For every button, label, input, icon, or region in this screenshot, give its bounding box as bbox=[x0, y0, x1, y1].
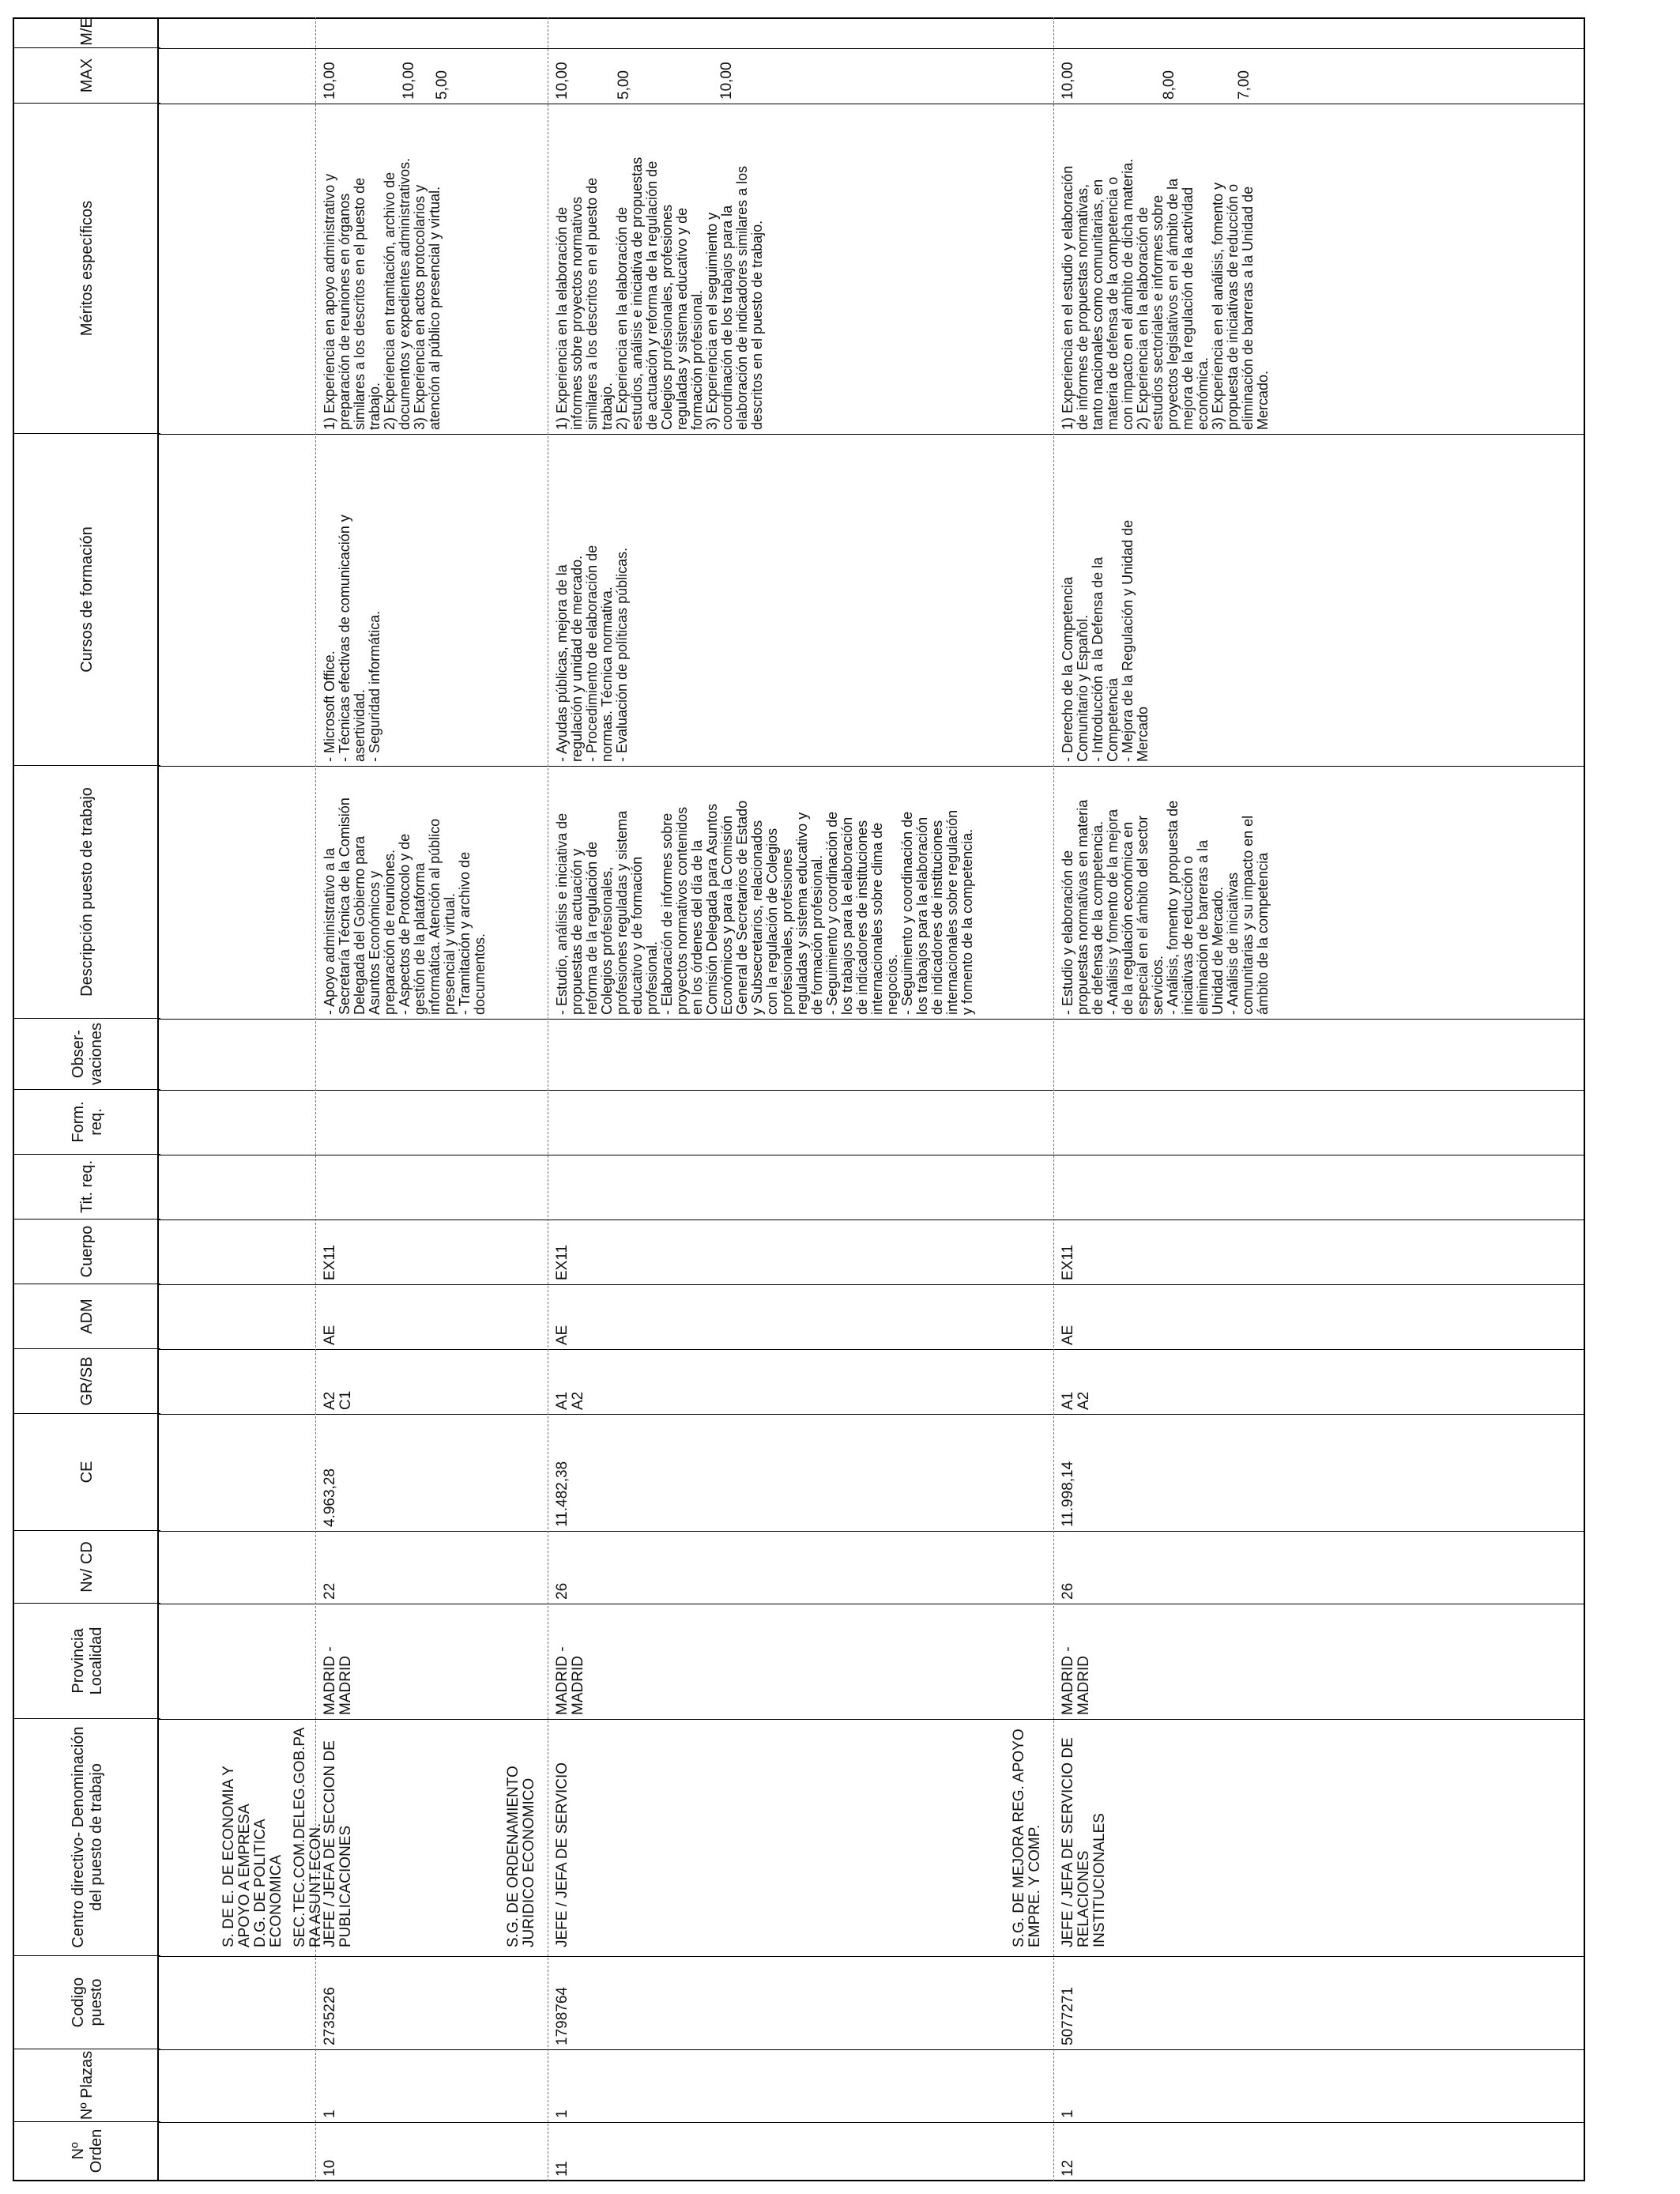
row12-unit: S.G. DE MEJORA REG. APOYO EMPRE. Y COMP. bbox=[1011, 1728, 1043, 1947]
header-tit: Tit. req. bbox=[14, 1154, 160, 1219]
row12-orden: 12 bbox=[1060, 2159, 1076, 2177]
row10-max-3: 5,00 bbox=[434, 70, 450, 100]
row11-ce: 11.482,38 bbox=[554, 1461, 571, 1527]
header-obs: Obser- vaciones bbox=[14, 1018, 160, 1089]
row11-meritos: 1) Experiencia en la elaboración de informes sobre proyectos normativos similares a los descritos en el puesto de trabajo. 2) Experiencia en la elaboración de estudios, análisis e iniciativa de propuestas de actuación y reforma de la regulación de Colegios profesionales, profesiones reguladas y sistema educativo y de formación profesional. 3) Experiencia en el seguimiento y coordinación de los trabajos para la elaboración de indicadores similares a los descritos en el puesto de trabajo. bbox=[554, 156, 765, 430]
header-cuerpo: Cuerpo bbox=[14, 1219, 160, 1284]
row11-puesto: JEFE / JEFA DE SERVICIO bbox=[554, 1762, 571, 1947]
row10-plazas: 1 bbox=[322, 2109, 338, 2118]
row10-cuerpo: EX11 bbox=[322, 1244, 338, 1280]
row11-max-2: 5,00 bbox=[616, 70, 632, 100]
row12-ce: 11.998,14 bbox=[1060, 1461, 1076, 1527]
row11-orden: 11 bbox=[554, 2161, 571, 2177]
row10-ce: 4.963,28 bbox=[322, 1468, 338, 1527]
row11-unit: S.G. DE ORDENAMIENTO JURIDICO ECONOMICO bbox=[505, 1766, 537, 1947]
header-cursos: Cursos de formación bbox=[14, 433, 160, 765]
row12-provincia: MADRID - MADRID bbox=[1060, 1646, 1092, 1715]
row10-cursos: - Microsoft Office. - Técnicas efectivas de comunicación y asertividad. - Seguridad informática. bbox=[322, 515, 382, 762]
row11-adm: AE bbox=[554, 1325, 571, 1345]
row10-unit: SEC.TEC.COM.DELEG.GOB.PA RA ASUNT.ECON. bbox=[292, 1727, 324, 1947]
row10-meritos: 1) Experiencia en apoyo administrativo y preparación de reuniones en órganos similares a los descritos en el puesto de trabajo. 2) Experiencia en tramitación, archivo de documentos y expedientes administrativos. 3) Experiencia en actos protocolarios y atención al público presencial y virtual. bbox=[322, 157, 443, 430]
table-header bbox=[13, 17, 159, 2181]
row10-nivel: 22 bbox=[322, 1582, 338, 1600]
row11-cuerpo: EX11 bbox=[554, 1244, 571, 1280]
header-grsb: GR/SB bbox=[14, 1348, 160, 1413]
header-descripcion: Descripción puesto de trabajo bbox=[14, 765, 160, 1018]
row12-puesto: JEFE / JEFA DE SERVICIO DE RELACIONES INSTITUCIONALES bbox=[1060, 1737, 1108, 1947]
row12-cuerpo: EX11 bbox=[1060, 1244, 1076, 1280]
row12-max-1: 10,00 bbox=[1060, 62, 1076, 100]
row11-codigo: 1798764 bbox=[554, 1987, 571, 2045]
row10-codigo: 2735226 bbox=[322, 1987, 338, 2045]
header-codigo: Codigo puesto bbox=[14, 1955, 160, 2049]
header-provincia: Provincia Localidad bbox=[14, 1603, 160, 1718]
row12-nivel: 26 bbox=[1060, 1582, 1076, 1600]
row11-max-3: 10,00 bbox=[718, 62, 735, 100]
row11-plazas: 1 bbox=[554, 2109, 571, 2118]
row11-descripcion: - Estudio, análisis e iniciativa de propuestas de actuación y reforma de la regulación de Colegios profesionales, profesiones reguladas y sistema educativo y de formación profesional. - Elaboración de informes sobre proyectos normativos contenidos en los órdenes del día de la Comisión Delegada para Asuntos Económicos y para la Comisión General de Secretarios de Estado y Subsecretarios, relacionados con la regulación de Colegios profesionales, profesiones reguladas y sistema educativo y de formación profesional. - Seguimiento y coordinación de los trabajos para la elaboración de indicadores de instituciones internacionales sobre clima de negocios. - Seguimiento y coordinación de los trabajos para la elaboración de indicadores de instituciones internacionales sobre regulación y fomento de la competencia. bbox=[554, 800, 975, 1015]
row10-max-2: 10,00 bbox=[401, 62, 417, 100]
row10-puesto: JEFE / JEFA DE SECCION DE PUBLICACIONES bbox=[322, 1740, 354, 1947]
positions-table bbox=[13, 17, 1585, 2181]
row12-adm: AE bbox=[1060, 1325, 1076, 1345]
row10-orden: 10 bbox=[322, 2159, 338, 2177]
row11-nivel: 26 bbox=[554, 1582, 571, 1600]
row12-cursos: - Derecho de la Competencia Comunitario y Español. - Introducción a la Defensa de la Competencia - Mejora de la Regulación y Unidad de Mercado bbox=[1060, 519, 1151, 762]
row11-cursos: - Ayudas públicas, mejora de la regulación y unidad de mercado. - Procedimiento de elaboración de normas. Técnica normativa. - Evaluación de políticas públicas. bbox=[554, 545, 630, 762]
row10-descripcion: - Apoyo administrativo a la Secretaría Técnica de la Comisión Delegada del Gobierno para Asuntos Económicos y preparación de reuniones. - Aspectos de Protocolo y de gestión de la plataforma informática. Atención al público presencial y virtual. - Tramitación y archivo de documentos. bbox=[322, 797, 488, 1015]
row11-provincia: MADRID - MADRID bbox=[554, 1646, 586, 1715]
row12-max-3: 7,00 bbox=[1236, 70, 1252, 100]
header-meritos: Méritos específicos bbox=[14, 103, 160, 433]
row11-grsb: A1 A2 bbox=[554, 1391, 586, 1410]
row10-adm: AE bbox=[322, 1325, 338, 1345]
header-ce: CE bbox=[14, 1413, 160, 1530]
header-nivel: Nv/ CD bbox=[14, 1530, 160, 1603]
header-centro: Centro directivo- Denominación del puesto de trabajo bbox=[14, 1718, 160, 1955]
row11-max-1: 10,00 bbox=[554, 62, 571, 100]
rotated-page bbox=[0, 5, 1680, 2194]
header-plazas: Nº Plazas bbox=[14, 2049, 160, 2121]
row12-descripcion: - Estudio y elaboración de propuestas normativas en materia de defensa de la competencia. - Análisis y fomento de la mejora de la regulación económica en especial en el ámbito del sector servicios. - Análisis, fomento y propuesta de iniciativas de reducción o eliminación de barreras a la Unidad de Mercado. - Análisis de iniciativas comunitarias y su impacto en el ámbito de la competencia bbox=[1060, 799, 1271, 1015]
header-form: Form. req. bbox=[14, 1089, 160, 1154]
row10-grsb: A2 C1 bbox=[322, 1390, 354, 1410]
header-max: MAX bbox=[14, 47, 160, 103]
row12-codigo: 5077271 bbox=[1060, 1987, 1076, 2045]
unit-header: S. DE E. DE ECONOMIA Y APOYO A EMPRESA D.G. DE POLITICA ECONOMICA bbox=[220, 1766, 284, 1947]
row10-max-1: 10,00 bbox=[322, 62, 338, 100]
row10-provincia: MADRID - MADRID bbox=[322, 1646, 354, 1715]
row12-grsb: A1 A2 bbox=[1060, 1391, 1092, 1410]
header-me: M/E bbox=[78, 17, 96, 46]
header-adm: ADM bbox=[14, 1284, 160, 1348]
row12-meritos: 1) Experiencia en el estudio y elaboración de informes de propuestas normativas, tanto nacionales como comunitarias, en materia de defensa de la competencia o con impacto en el ámbito de dicha materia. 2) Experiencia en la elaboración de estudios sectoriales e informes sobre proyectos legislativos en el ámbito de la mejora de la regulación de la actividad económica. 3) Experiencia en el análisis, fomento y propuesta de iniciativas de reducción o eliminación de barreras a la Unidad de Mercado. bbox=[1060, 158, 1271, 430]
row12-plazas: 1 bbox=[1060, 2109, 1076, 2118]
header-orden: Nº Orden bbox=[14, 2121, 160, 2180]
row12-max-2: 8,00 bbox=[1161, 70, 1177, 100]
